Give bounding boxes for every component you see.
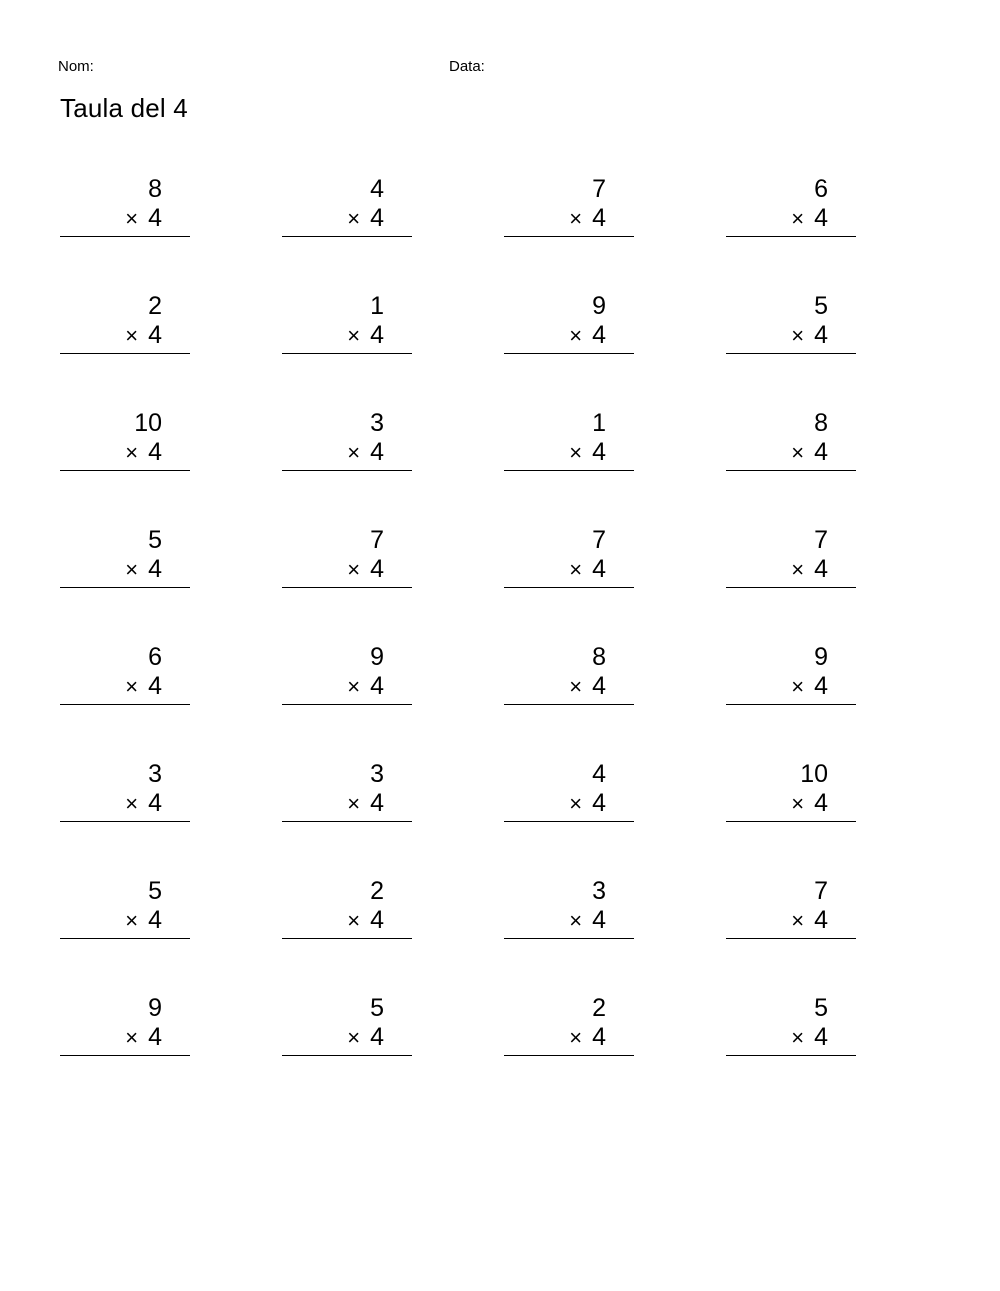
problem-item <box>504 409 634 526</box>
problem-item <box>282 526 412 643</box>
problem-operand-bottom-row <box>726 788 856 822</box>
problem-operand-top: 5 <box>148 877 162 905</box>
problem-item <box>726 292 856 409</box>
problem-operand-top: 9 <box>814 643 828 671</box>
problem-operand-bottom-row <box>60 320 190 354</box>
problem-operand-top: 9 <box>370 643 384 671</box>
problem-operand-bottom: 4 <box>814 789 828 817</box>
problem-item <box>282 409 412 526</box>
problem-operand-top: 1 <box>592 409 606 437</box>
problem-operand-bottom-row <box>282 320 412 354</box>
problem-operand-bottom: 4 <box>370 672 384 700</box>
problem-item <box>504 175 634 292</box>
problem-item <box>60 409 190 526</box>
problem-operand-top: 7 <box>592 175 606 203</box>
multiply-operator: × <box>347 206 361 231</box>
problem-item <box>504 526 634 643</box>
problem-operand-bottom-row <box>282 905 412 939</box>
multiply-operator: × <box>125 206 139 231</box>
multiply-operator: × <box>125 557 139 582</box>
problem-operand-bottom-row <box>504 554 634 588</box>
problem-operand-bottom-row <box>726 320 856 354</box>
multiply-operator: × <box>791 908 805 933</box>
problem-item <box>282 994 412 1111</box>
date-label: Data: <box>449 58 485 75</box>
problem-operand-bottom: 4 <box>814 906 828 934</box>
problem-operand-bottom: 4 <box>148 555 162 583</box>
problem-operand-bottom: 4 <box>148 672 162 700</box>
problem-operand-bottom-row <box>726 437 856 471</box>
problem-operand-bottom: 4 <box>370 321 384 349</box>
problem-operand-bottom-row <box>60 671 190 705</box>
problem-operand-bottom: 4 <box>814 204 828 232</box>
problem-operand-top: 9 <box>592 292 606 320</box>
multiply-operator: × <box>791 323 805 348</box>
multiply-operator: × <box>569 440 583 465</box>
problem-item <box>282 643 412 760</box>
problem-operand-bottom-row <box>504 671 634 705</box>
problem-operand-top: 9 <box>148 994 162 1022</box>
problem-operand-bottom-row <box>60 554 190 588</box>
problem-operand-top: 2 <box>592 994 606 1022</box>
problem-operand-bottom: 4 <box>148 438 162 466</box>
problem-item <box>504 994 634 1111</box>
problem-operand-top: 10 <box>800 760 828 788</box>
multiply-operator: × <box>791 557 805 582</box>
brand-bar <box>0 0 1000 30</box>
problem-operand-top: 3 <box>370 409 384 437</box>
problem-operand-bottom: 4 <box>814 672 828 700</box>
multiply-operator: × <box>125 791 139 816</box>
problem-item <box>282 877 412 994</box>
problem-operand-bottom-row <box>282 554 412 588</box>
multiply-operator: × <box>125 674 139 699</box>
multiply-operator: × <box>569 206 583 231</box>
problem-operand-bottom: 4 <box>814 1023 828 1051</box>
problem-operand-bottom: 4 <box>148 1023 162 1051</box>
problem-operand-top: 6 <box>148 643 162 671</box>
problem-operand-top: 8 <box>592 643 606 671</box>
problem-item <box>504 292 634 409</box>
problem-operand-bottom: 4 <box>592 438 606 466</box>
problem-operand-bottom: 4 <box>148 204 162 232</box>
problem-operand-bottom: 4 <box>592 555 606 583</box>
problem-operand-bottom: 4 <box>592 1023 606 1051</box>
problem-operand-top: 4 <box>370 175 384 203</box>
multiply-operator: × <box>125 1025 139 1050</box>
problem-operand-bottom: 4 <box>592 204 606 232</box>
problem-operand-bottom-row <box>504 203 634 237</box>
problem-item <box>60 292 190 409</box>
problem-operand-bottom-row <box>60 905 190 939</box>
problem-operand-bottom: 4 <box>370 204 384 232</box>
problem-operand-top: 8 <box>148 175 162 203</box>
problem-item <box>60 994 190 1111</box>
problem-operand-top: 7 <box>370 526 384 554</box>
problem-operand-top: 4 <box>592 760 606 788</box>
problem-operand-bottom-row <box>282 671 412 705</box>
problem-operand-top: 1 <box>370 292 384 320</box>
problem-operand-top: 8 <box>814 409 828 437</box>
problem-operand-bottom: 4 <box>814 555 828 583</box>
problem-item <box>726 409 856 526</box>
multiply-operator: × <box>125 908 139 933</box>
problem-item <box>60 877 190 994</box>
problem-item <box>60 175 190 292</box>
problem-operand-bottom-row <box>726 1022 856 1056</box>
problem-operand-bottom: 4 <box>592 906 606 934</box>
multiply-operator: × <box>347 323 361 348</box>
problem-operand-top: 3 <box>148 760 162 788</box>
problem-item <box>60 643 190 760</box>
problem-operand-bottom-row <box>726 905 856 939</box>
problem-item <box>504 643 634 760</box>
problem-item <box>282 292 412 409</box>
problem-operand-top: 3 <box>370 760 384 788</box>
problem-operand-bottom-row <box>282 1022 412 1056</box>
problem-item <box>726 760 856 877</box>
problem-operand-bottom-row <box>726 671 856 705</box>
multiply-operator: × <box>791 674 805 699</box>
problem-operand-bottom-row <box>282 203 412 237</box>
problem-operand-bottom: 4 <box>370 438 384 466</box>
problem-operand-bottom-row <box>60 1022 190 1056</box>
multiply-operator: × <box>791 440 805 465</box>
multiply-operator: × <box>125 323 139 348</box>
problem-item <box>726 175 856 292</box>
problem-operand-bottom-row <box>504 320 634 354</box>
problem-operand-bottom: 4 <box>148 321 162 349</box>
multiply-operator: × <box>347 791 361 816</box>
multiply-operator: × <box>347 1025 361 1050</box>
problem-operand-top: 7 <box>814 877 828 905</box>
problem-item <box>726 994 856 1111</box>
problem-operand-top: 5 <box>148 526 162 554</box>
multiply-operator: × <box>569 908 583 933</box>
problem-operand-top: 7 <box>592 526 606 554</box>
multiply-operator: × <box>347 908 361 933</box>
problem-item <box>726 643 856 760</box>
problem-operand-bottom-row <box>726 203 856 237</box>
problem-operand-top: 5 <box>370 994 384 1022</box>
problem-operand-bottom: 4 <box>592 789 606 817</box>
problem-item <box>282 760 412 877</box>
problem-item <box>504 760 634 877</box>
problem-item <box>60 526 190 643</box>
problem-grid <box>60 175 940 1111</box>
multiply-operator: × <box>569 791 583 816</box>
multiply-operator: × <box>569 557 583 582</box>
problem-operand-bottom-row <box>60 788 190 822</box>
problem-operand-bottom-row <box>504 437 634 471</box>
problem-operand-bottom-row <box>282 788 412 822</box>
problem-item <box>504 877 634 994</box>
logo <box>0 0 8 2</box>
problem-operand-bottom-row <box>60 437 190 471</box>
header-fields <box>0 58 1000 82</box>
problem-item <box>726 877 856 994</box>
problem-item <box>282 175 412 292</box>
problem-operand-bottom-row <box>504 1022 634 1056</box>
problem-operand-top: 2 <box>148 292 162 320</box>
problem-item <box>726 526 856 643</box>
multiply-operator: × <box>791 1025 805 1050</box>
name-label: Nom: <box>58 58 94 75</box>
multiply-operator: × <box>347 440 361 465</box>
problem-operand-bottom: 4 <box>592 321 606 349</box>
problem-operand-top: 6 <box>814 175 828 203</box>
problem-operand-bottom-row <box>60 203 190 237</box>
problem-operand-bottom: 4 <box>370 789 384 817</box>
multiply-operator: × <box>569 323 583 348</box>
problem-operand-bottom: 4 <box>370 555 384 583</box>
problem-operand-bottom: 4 <box>370 906 384 934</box>
problem-operand-top: 10 <box>134 409 162 437</box>
problem-operand-top: 5 <box>814 994 828 1022</box>
problem-operand-bottom-row <box>504 788 634 822</box>
multiply-operator: × <box>347 674 361 699</box>
problem-item <box>60 760 190 877</box>
problem-operand-top: 3 <box>592 877 606 905</box>
problem-operand-bottom: 4 <box>814 438 828 466</box>
multiply-operator: × <box>125 440 139 465</box>
multiply-operator: × <box>791 206 805 231</box>
problem-operand-bottom-row <box>726 554 856 588</box>
multiply-operator: × <box>569 1025 583 1050</box>
problem-operand-top: 2 <box>370 877 384 905</box>
page-title: Taula del 4 <box>60 93 188 123</box>
problem-operand-bottom-row <box>504 905 634 939</box>
multiply-operator: × <box>347 557 361 582</box>
problem-operand-top: 5 <box>814 292 828 320</box>
problem-operand-top: 7 <box>814 526 828 554</box>
multiply-operator: × <box>791 791 805 816</box>
problem-operand-bottom: 4 <box>370 1023 384 1051</box>
problem-operand-bottom: 4 <box>592 672 606 700</box>
multiply-operator: × <box>569 674 583 699</box>
problem-operand-bottom: 4 <box>814 321 828 349</box>
problem-operand-bottom: 4 <box>148 906 162 934</box>
problem-operand-bottom-row <box>282 437 412 471</box>
problem-operand-bottom: 4 <box>148 789 162 817</box>
